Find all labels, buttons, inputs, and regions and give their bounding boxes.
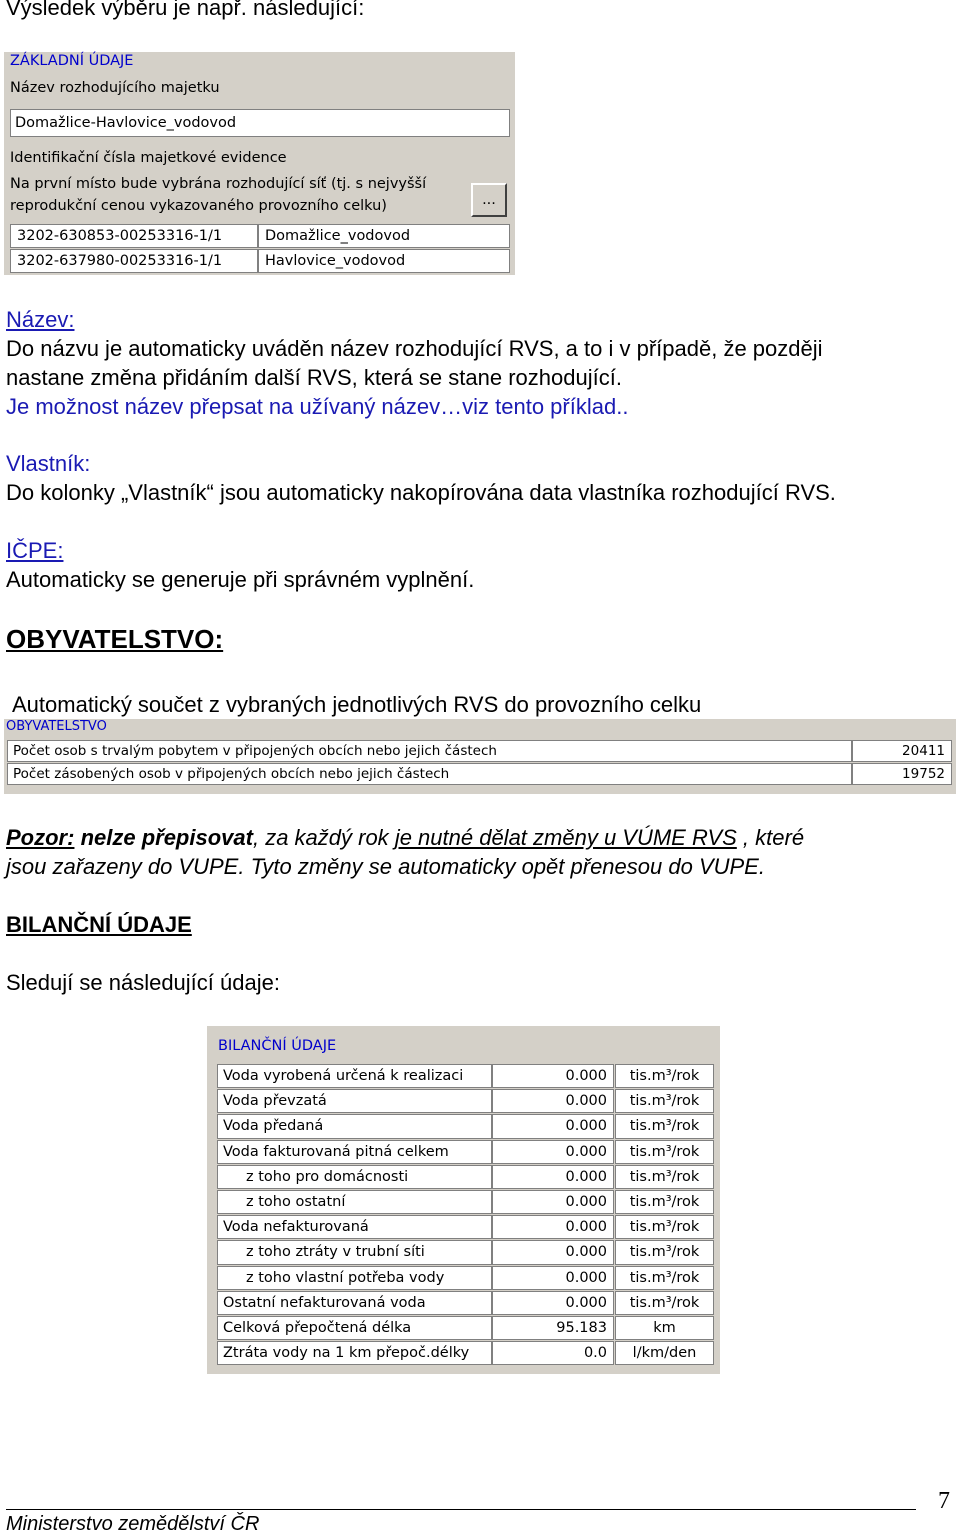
balance-row-label-text: z toho ostatní <box>246 1194 346 1211</box>
pozor-rest2: , které <box>736 825 805 850</box>
population-row-1-label <box>7 740 852 762</box>
pozor-line1 <box>6 824 804 852</box>
id-row-2[interactable] <box>10 249 258 273</box>
balance-row-value[interactable] <box>492 1266 614 1290</box>
balance-row-value[interactable] <box>492 1316 614 1340</box>
page-number: 7 <box>938 1488 950 1514</box>
balance-row-label-text: Celková přepočtená délka <box>223 1320 412 1337</box>
property-name-field[interactable] <box>10 109 510 137</box>
vlastnik-line1: Do kolonky „Vlastník“ jsou automaticky nakopírována data vlastníka rozhodující RVS. <box>6 480 836 505</box>
icpe-heading: IČPE: <box>6 538 64 563</box>
population-label: Počet osob s trvalým pobytem v připojených obcích nebo jejich částech <box>13 743 497 759</box>
balance-row-value[interactable] <box>492 1140 614 1164</box>
balance-row-value-text: 0.000 <box>565 1294 607 1311</box>
pozor-underlined: je nutné dělat změny u VÚME RVS <box>394 825 737 850</box>
browse-button[interactable] <box>471 183 507 217</box>
balance-panel-header: BILANČNÍ ÚDAJE <box>218 1038 337 1054</box>
ids-label: Identifikační čísla majetkové evidence <box>10 150 287 166</box>
id-row-1[interactable] <box>10 224 258 248</box>
balance-row-label <box>217 1240 492 1264</box>
footer-rule <box>6 1509 916 1510</box>
balance-row-value-text: 0.000 <box>565 1068 607 1085</box>
network-name: Domažlice_vodovod <box>265 228 411 244</box>
balance-row-unit <box>615 1291 714 1315</box>
balance-row-label-text: Voda vyrobená určená k realizaci <box>223 1068 464 1085</box>
obyvatelstvo-caption: Automatický součet z vybraných jednotlivých RVS do provozního celku <box>12 692 702 717</box>
vlastnik-heading: Vlastník: <box>6 451 91 476</box>
balance-row-value-text: 0.000 <box>565 1269 607 1286</box>
pozor-lead: Pozor: <box>6 825 75 850</box>
balance-row-unit-text: tis.m³/rok <box>629 1269 700 1286</box>
basic-info-panel <box>4 52 515 275</box>
browse-button-label: ... <box>482 192 496 208</box>
balance-row-label-text: Voda převzatá <box>223 1093 327 1110</box>
selection-note-line1: Na první místo bude vybrána rozhodující síť (tj. s nejvyšší <box>10 176 427 192</box>
balance-row-unit <box>615 1215 714 1239</box>
population-panel-header: OBYVATELSTVO <box>6 719 107 734</box>
balance-row-label <box>217 1190 492 1214</box>
balance-row-label <box>217 1291 492 1315</box>
balance-row-label <box>217 1114 492 1138</box>
balance-row-value[interactable] <box>492 1064 614 1088</box>
balance-row-label-text: z toho vlastní potřeba vody <box>246 1269 445 1286</box>
balance-row-unit-text: tis.m³/rok <box>629 1219 700 1236</box>
balance-row-unit <box>615 1114 714 1138</box>
balance-row-label-text: Voda předaná <box>223 1118 324 1135</box>
basic-panel-header: ZÁKLADNÍ ÚDAJE <box>10 53 134 69</box>
balance-row-value-text: 0.000 <box>565 1219 607 1236</box>
balance-row-unit-text: tis.m³/rok <box>629 1168 700 1185</box>
balance-row-value-text: 0.000 <box>565 1168 607 1185</box>
balance-row-value-text: 0.000 <box>565 1118 607 1135</box>
balance-row-unit-text: l/km/den <box>632 1345 697 1362</box>
balance-row-unit <box>615 1266 714 1290</box>
balance-row-value[interactable] <box>492 1190 614 1214</box>
balance-row-label <box>217 1140 492 1164</box>
population-row-2-value <box>852 763 952 785</box>
id-value: 3202-637980-00253316-1/1 <box>17 253 223 269</box>
balance-row-unit <box>615 1190 714 1214</box>
nazev-heading: Název: <box>6 307 75 332</box>
balance-row-label <box>217 1266 492 1290</box>
population-panel <box>4 719 956 794</box>
pozor-bold: nelze přepisovat <box>74 825 253 850</box>
population-row-2-label <box>7 763 852 785</box>
balance-row-label-text: z toho pro domácnosti <box>246 1168 409 1185</box>
name-row-1[interactable] <box>258 224 510 248</box>
pozor-line2: jsou zařazeny do VUPE. Tyto změny se automaticky opět přenesou do VUPE. <box>6 854 765 879</box>
balance-row-label-text: Voda nefakturovaná <box>223 1219 369 1236</box>
balance-row-unit-text: tis.m³/rok <box>629 1294 700 1311</box>
population-label: Počet zásobených osob v připojených obcích nebo jejich částech <box>13 766 450 782</box>
balance-row-value[interactable] <box>492 1240 614 1264</box>
balance-row-label-text: z toho ztráty v trubní síti <box>246 1244 425 1261</box>
balance-row-value[interactable] <box>492 1215 614 1239</box>
balance-row-value-text: 0.000 <box>565 1093 607 1110</box>
bilancni-intro: Sledují se následující údaje: <box>6 970 280 995</box>
balance-row-value-text: 0.0 <box>583 1345 607 1362</box>
balance-row-value-text: 0.000 <box>565 1244 607 1261</box>
balance-row-unit-text: tis.m³/rok <box>629 1143 700 1160</box>
balance-row-value-text: 0.000 <box>565 1143 607 1160</box>
balance-row-unit <box>615 1341 714 1365</box>
balance-row-unit <box>615 1140 714 1164</box>
icpe-line1: Automaticky se generuje při správném vyplnění. <box>6 567 475 592</box>
balance-row-unit-text: tis.m³/rok <box>629 1118 700 1135</box>
population-value: 19752 <box>902 766 945 782</box>
population-value: 20411 <box>902 743 945 759</box>
balance-row-label <box>217 1165 492 1189</box>
balance-row-label-text: Ztráta vody na 1 km přepoč.délky <box>223 1345 470 1362</box>
balance-row-value[interactable] <box>492 1165 614 1189</box>
obyvatelstvo-heading: OBYVATELSTVO: <box>6 624 224 654</box>
population-row-1-value <box>852 740 952 762</box>
id-value: 3202-630853-00253316-1/1 <box>17 228 223 244</box>
balance-row-label <box>217 1089 492 1113</box>
nazev-line1: Do názvu je automaticky uváděn název rozhodující RVS, a to i v případě, že později <box>6 336 823 361</box>
balance-row-value-text: 95.183 <box>556 1320 607 1337</box>
intro-text: Výsledek výběru je např. následující: <box>6 0 365 20</box>
balance-row-unit-text: tis.m³/rok <box>629 1093 700 1110</box>
balance-row-value[interactable] <box>492 1341 614 1365</box>
name-row-2[interactable] <box>258 249 510 273</box>
balance-row-unit <box>615 1316 714 1340</box>
balance-row-unit-text: tis.m³/rok <box>629 1068 700 1085</box>
balance-row-value[interactable] <box>492 1089 614 1113</box>
balance-row-unit <box>615 1165 714 1189</box>
footer-org: Ministerstvo zemědělství ČR <box>6 1513 260 1535</box>
balance-row-label <box>217 1341 492 1365</box>
balance-row-unit-text: tis.m³/rok <box>629 1194 700 1211</box>
balance-row-value-text: 0.000 <box>565 1194 607 1211</box>
balance-row-label-text: Voda fakturovaná pitná celkem <box>223 1143 449 1160</box>
balance-row-unit <box>615 1064 714 1088</box>
network-name: Havlovice_vodovod <box>265 253 406 269</box>
balance-row-label <box>217 1064 492 1088</box>
balance-row-label <box>217 1316 492 1340</box>
pozor-rest1: , za každý rok <box>252 825 395 850</box>
balance-row-label-text: Ostatní nefakturovaná voda <box>223 1294 426 1311</box>
balance-row-unit <box>615 1089 714 1113</box>
balance-row-unit-text: km <box>653 1320 676 1337</box>
balance-row-unit-text: tis.m³/rok <box>629 1244 700 1261</box>
nazev-line3: Je možnost název přepsat na užívaný název…viz tento příklad.. <box>6 394 629 419</box>
name-label: Název rozhodujícího majetku <box>10 80 220 96</box>
balance-row-value[interactable] <box>492 1114 614 1138</box>
nazev-line2: nastane změna přidáním další RVS, která se stane rozhodující. <box>6 365 622 390</box>
selection-note-line2: reprodukční cenou vykazovaného provozního celku) <box>10 198 387 214</box>
balance-row-label <box>217 1215 492 1239</box>
balance-row-unit <box>615 1240 714 1264</box>
bilancni-heading: BILANČNÍ ÚDAJE <box>6 912 192 937</box>
balance-row-value[interactable] <box>492 1291 614 1315</box>
balance-panel <box>207 1026 720 1374</box>
property-name-value: Domažlice-Havlovice_vodovod <box>15 115 237 131</box>
